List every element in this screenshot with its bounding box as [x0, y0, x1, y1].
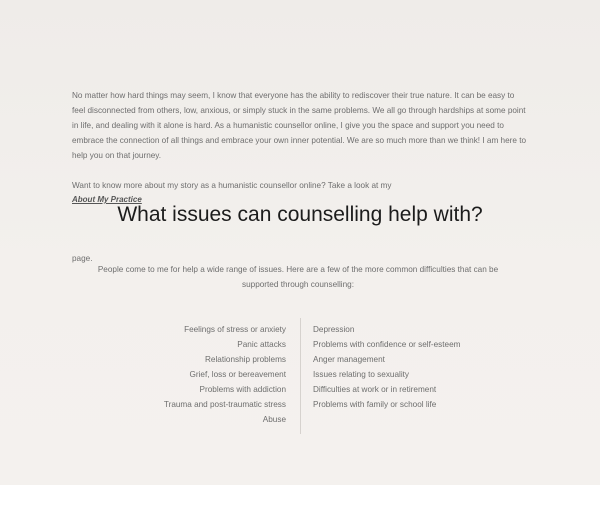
issue-item: Anger management — [313, 355, 385, 364]
issue-item: Depression — [313, 325, 355, 334]
issue-item: Panic attacks — [237, 340, 286, 349]
issue-item: Difficulties at work or in retirement — [313, 385, 437, 394]
issue-item: Problems with family or school life — [313, 400, 437, 409]
page-word-text: page. — [72, 254, 93, 263]
issue-item: Abuse — [262, 415, 286, 424]
issue-item: Relationship problems — [204, 355, 286, 364]
about-my-practice-link[interactable]: About My Practice — [72, 195, 142, 204]
issue-item: Feelings of stress or anxiety — [184, 325, 286, 334]
issue-item: Trauma and post-traumatic stress — [163, 400, 286, 409]
issue-item: Problems with addiction — [199, 385, 286, 394]
section-heading: What issues can counselling help with? — [117, 203, 483, 226]
issues-list-left — [164, 322, 286, 427]
more-about-text: Want to know more about my story as a humanistic counsellor online? Take a look at my — [72, 181, 392, 190]
intro-paragraph: No matter how hard things may seem, I know that everyone has the ability to rediscover their true nature. It can be easy to feel disconnected from others, low, anxious, or simply stuck in the same problems. We all go through hardships at some point in life, and dealing with it alone is hard. As a humanistic counsellor online, I give you the space and support you need to embrace the connection of all things and embrace your own inner potential. We are so much more than we think! I am here to help you on that journey. — [72, 91, 527, 160]
issues-lead-text: People come to me for help a wide range of issues. Here are a few of the more common difficulties that can be supported through counselling: — [97, 265, 499, 289]
column-divider — [300, 318, 301, 434]
issue-item: Problems with confidence or self-esteem — [313, 340, 461, 349]
issue-item: Issues relating to sexuality — [313, 370, 410, 379]
issue-item: Grief, loss or bereavement — [189, 370, 286, 379]
issues-list-right — [313, 322, 460, 412]
